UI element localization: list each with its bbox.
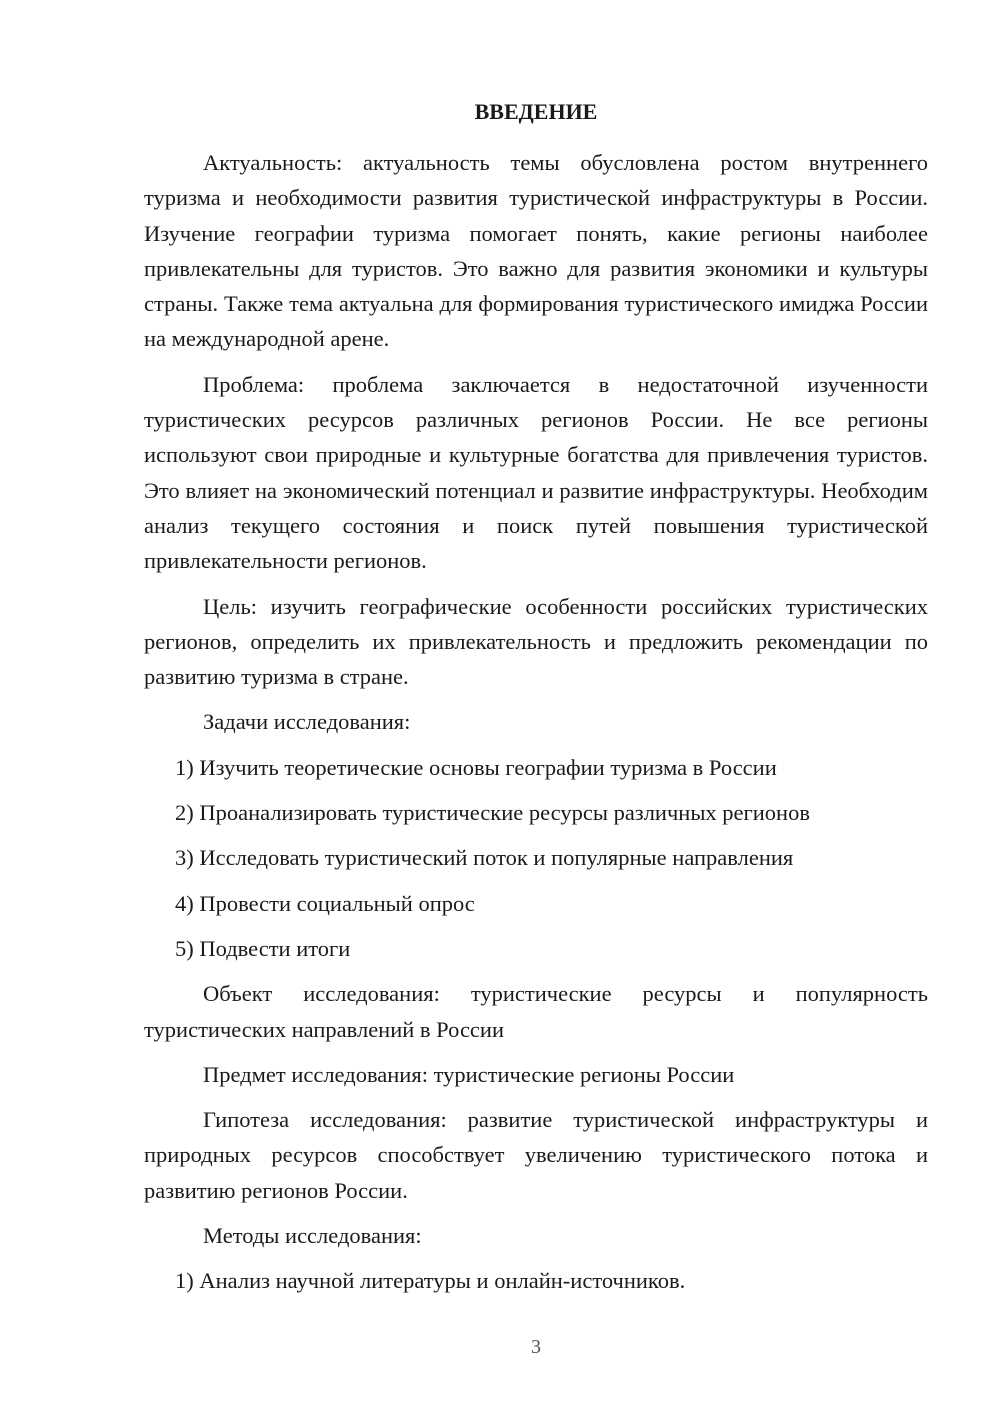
tasks-list: [144, 750, 928, 966]
problem-paragraph: Проблема: проблема заключается в недостаточной изученности туристических ресурсов различных регионов России. Не все регионы используют свои природные и культурные богатства для привлечения туристов. Это влияет на экономический потенциал и развитие инфраструктуры. Необходим анализ текущего состояния и поиск путей повышения туристической привлекательности регионов.: [144, 371, 928, 574]
list-item: 4) Провести социальный опрос: [175, 890, 475, 916]
methods-title: Методы исследования:: [203, 1223, 422, 1249]
list-item: 1) Анализ научной литературы и онлайн-источников.: [175, 1268, 686, 1294]
list-item: 1) Изучить теоретические основы географии туризма в России: [175, 754, 777, 780]
subject-paragraph: Предмет исследования: туристические регионы России: [203, 1061, 735, 1087]
goal-paragraph: Цель: изучить географические особенности российских туристических регионов, определить их привлекательность и предложить рекомендации по развитию туризма в стране.: [144, 593, 928, 690]
list-item: 5) Подвести итоги: [175, 935, 351, 961]
hypothesis-paragraph: Гипотеза исследования: развитие туристической инфраструктуры и природных ресурсов способствует увеличению туристического потока и развитию регионов России.: [144, 1107, 928, 1203]
tasks-title: Задачи исследования:: [203, 709, 411, 735]
methods-list: [144, 1263, 928, 1298]
document-body: [144, 145, 928, 1309]
page-number: 3: [531, 1336, 541, 1358]
list-item: 3) Исследовать туристический поток и популярные направления: [175, 845, 794, 871]
list-item: 2) Проанализировать туристические ресурсы различных регионов: [175, 800, 810, 826]
object-paragraph: Объект исследования: туристические ресурсы и популярность туристических направлений в России: [144, 981, 928, 1042]
section-heading: ВВЕДЕНИЕ: [474, 99, 598, 124]
relevance-paragraph: Актуальность: актуальность темы обусловлена ростом внутреннего туризма и необходимости развития туристической инфраструктуры в России. Изучение географии туризма помогает понять, какие регионы наиболее привлекательны для туристов. Это важно для развития экономики и культуры страны. Также тема актуальна для формирования туристического имиджа России на международной арене.: [144, 150, 928, 352]
